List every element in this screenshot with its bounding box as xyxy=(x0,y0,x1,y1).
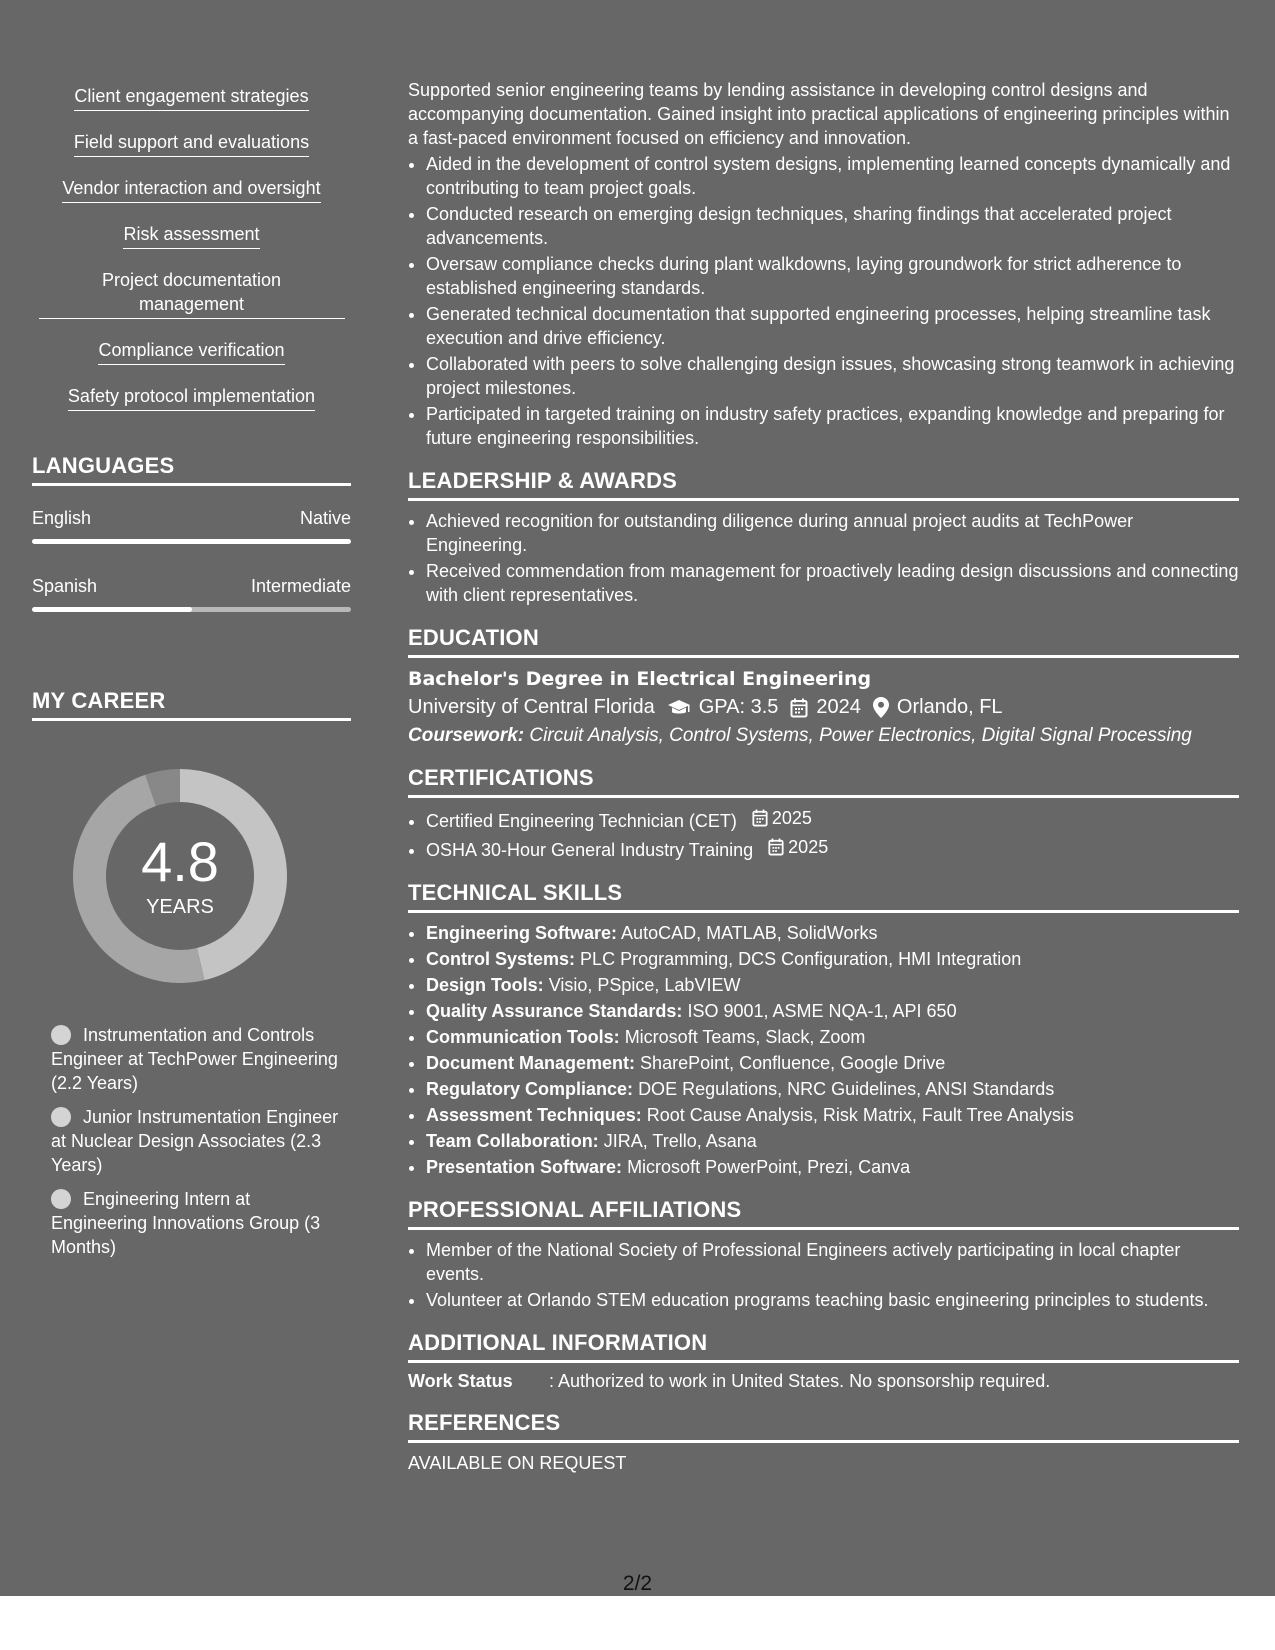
school-name: University of Central Florida xyxy=(408,696,655,718)
tech-skill-item: • Communication Tools: Microsoft Teams, Slack, Zoom xyxy=(426,1025,1239,1049)
language-item xyxy=(32,508,351,544)
career-item: Engineering Intern at Engineering Innovations Group (3 Months) xyxy=(51,1189,321,1257)
affiliations-title: PROFESSIONAL AFFILIATIONS xyxy=(408,1197,1239,1230)
career-item: Junior Instrumentation Engineer at Nuclear Design Associates (2.3 Years) xyxy=(51,1107,339,1175)
career-donut-chart xyxy=(65,761,295,991)
tech-skill-item: • Assessment Techniques: Root Cause Analysis, Risk Matrix, Fault Tree Analysis xyxy=(426,1103,1239,1127)
tech-skill-item: • Presentation Software: Microsoft PowerPoint, Prezi, Canva xyxy=(426,1155,1239,1179)
work-status-label: Work Status xyxy=(408,1371,513,1391)
skill-item: Vendor interaction and oversight xyxy=(32,176,351,203)
tech-skill-item: • Regulatory Compliance: DOE Regulations, NRC Guidelines, ANSI Standards xyxy=(426,1077,1239,1101)
affiliations-section xyxy=(408,1197,1239,1312)
graduation-cap-icon xyxy=(667,699,691,717)
experience-bullet: • Generated technical documentation that supported engineering processes, helping streamline task execution and drive efficiency. xyxy=(426,302,1239,350)
coursework-list: Circuit Analysis, Control Systems, Power Electronics, Digital Signal Processing xyxy=(529,725,1192,746)
certification-item: • OSHA 30-Hour General Industry Training 2025 xyxy=(426,835,1239,862)
left-column xyxy=(32,84,351,1269)
leadership-title: LEADERSHIP & AWARDS xyxy=(408,468,1239,501)
language-level: Native xyxy=(299,508,351,528)
degree-title: Bachelor's Degree in Electrical Engineering xyxy=(408,668,872,690)
leadership-bullet: • Achieved recognition for outstanding diligence during annual project audits at TechPower Engineering. xyxy=(426,509,1239,557)
certifications-title: CERTIFICATIONS xyxy=(408,765,1239,798)
additional-info-section xyxy=(408,1330,1239,1392)
tech-skill-item: • Document Management: SharePoint, Confluence, Google Drive xyxy=(426,1051,1239,1075)
language-name: English xyxy=(32,508,92,528)
education-section xyxy=(408,625,1239,747)
leadership-section xyxy=(408,468,1239,607)
coursework-label: Coursework: xyxy=(408,725,525,746)
career-years-unit: YEARS xyxy=(146,895,214,918)
education-details xyxy=(408,696,1239,719)
leadership-bullet: • Received commendation from management for proactively leading design discussions and connecting with client representatives. xyxy=(426,559,1239,607)
references-title: REFERENCES xyxy=(408,1410,1239,1443)
coursework xyxy=(408,725,1239,747)
experience-bullet: • Collaborated with peers to solve challenging design issues, showcasing strong teamwork in achieving project milestones. xyxy=(426,352,1239,400)
tech-skill-item: • Control Systems: PLC Programming, DCS Configuration, HMI Integration xyxy=(426,947,1239,971)
experience-bullets xyxy=(408,152,1239,450)
tech-skill-item: • Team Collaboration: JIRA, Trello, Asana xyxy=(426,1129,1239,1153)
certifications-section xyxy=(408,765,1239,862)
skill-item: Risk assessment xyxy=(32,222,351,249)
language-bar xyxy=(32,539,351,544)
career-title: MY CAREER xyxy=(32,688,351,721)
bullet-dot-icon xyxy=(51,1189,71,1209)
certification-item: • Certified Engineering Technician (CET) 2025 xyxy=(426,806,1239,833)
career-section xyxy=(32,688,351,1259)
additional-info-title: ADDITIONAL INFORMATION xyxy=(408,1330,1239,1363)
affiliation-bullet: • Volunteer at Orlando STEM education programs teaching basic engineering principles to students. xyxy=(426,1288,1239,1312)
experience-summary: Supported senior engineering teams by lending assistance in developing control designs and accompanying documentation. Gained insight into practical applications of engineering principles within a fast-paced environment focused on efficiency and innovation. xyxy=(408,80,1230,148)
education-title: EDUCATION xyxy=(408,625,1239,658)
skill-item: Compliance verification xyxy=(32,338,351,365)
experience-bullet: • Oversaw compliance checks during plant walkdowns, laying groundwork for strict adherence to established engineering standards. xyxy=(426,252,1239,300)
technical-skills-title: TECHNICAL SKILLS xyxy=(408,880,1239,913)
work-status-value: : Authorized to work in United States. No sponsorship required. xyxy=(549,1371,1051,1391)
language-name: Spanish xyxy=(32,576,98,596)
graduation-year: 2024 xyxy=(816,696,861,718)
references-text: AVAILABLE ON REQUEST xyxy=(408,1453,627,1473)
languages-title: LANGUAGES xyxy=(32,453,351,486)
language-item xyxy=(32,576,351,612)
bullet-dot-icon xyxy=(51,1107,71,1127)
right-column xyxy=(408,78,1239,1475)
experience-bullet: • Aided in the development of control system designs, implementing learned concepts dynamically and contributing to team project goals. xyxy=(426,152,1239,200)
career-item: Instrumentation and Controls Engineer at TechPower Engineering (2.2 Years) xyxy=(51,1025,338,1093)
skills-list xyxy=(32,84,351,411)
technical-skills-section xyxy=(408,880,1239,1179)
language-bar xyxy=(32,607,351,612)
calendar-icon xyxy=(752,809,768,827)
map-pin-icon xyxy=(873,697,889,718)
language-bar-fill xyxy=(32,607,192,612)
calendar-icon xyxy=(790,698,808,718)
references-section xyxy=(408,1410,1239,1475)
language-level: Intermediate xyxy=(250,576,351,596)
page-number: 2/2 xyxy=(622,1572,653,1595)
affiliation-bullet: • Member of the National Society of Professional Engineers actively participating in local chapter events. xyxy=(426,1238,1239,1286)
career-list xyxy=(32,1023,351,1259)
experience-bullet: • Participated in targeted training on industry safety practices, expanding knowledge and preparing for future engineering responsibilities. xyxy=(426,402,1239,450)
languages-section xyxy=(32,453,351,612)
bullet-dot-icon xyxy=(51,1025,71,1045)
tech-skill-item: • Design Tools: Visio, PSpice, LabVIEW xyxy=(426,973,1239,997)
tech-skill-item: • Quality Assurance Standards: ISO 9001, ASME NQA-1, API 650 xyxy=(426,999,1239,1023)
skill-item: Field support and evaluations xyxy=(32,130,351,157)
gpa: GPA: 3.5 xyxy=(698,696,779,718)
tech-skill-item: • Engineering Software: AutoCAD, MATLAB, SolidWorks xyxy=(426,921,1239,945)
school-location: Orlando, FL xyxy=(896,696,1003,718)
calendar-icon xyxy=(768,838,784,856)
skill-item: Safety protocol implementation xyxy=(32,384,351,411)
skill-item: Client engagement strategies xyxy=(32,84,351,111)
skill-item: Project documentation management xyxy=(32,268,351,319)
career-years-value: 4.8 xyxy=(141,829,219,893)
experience-bullet: • Conducted research on emerging design techniques, sharing findings that accelerated project advancements. xyxy=(426,202,1239,250)
language-bar-fill xyxy=(32,539,351,544)
